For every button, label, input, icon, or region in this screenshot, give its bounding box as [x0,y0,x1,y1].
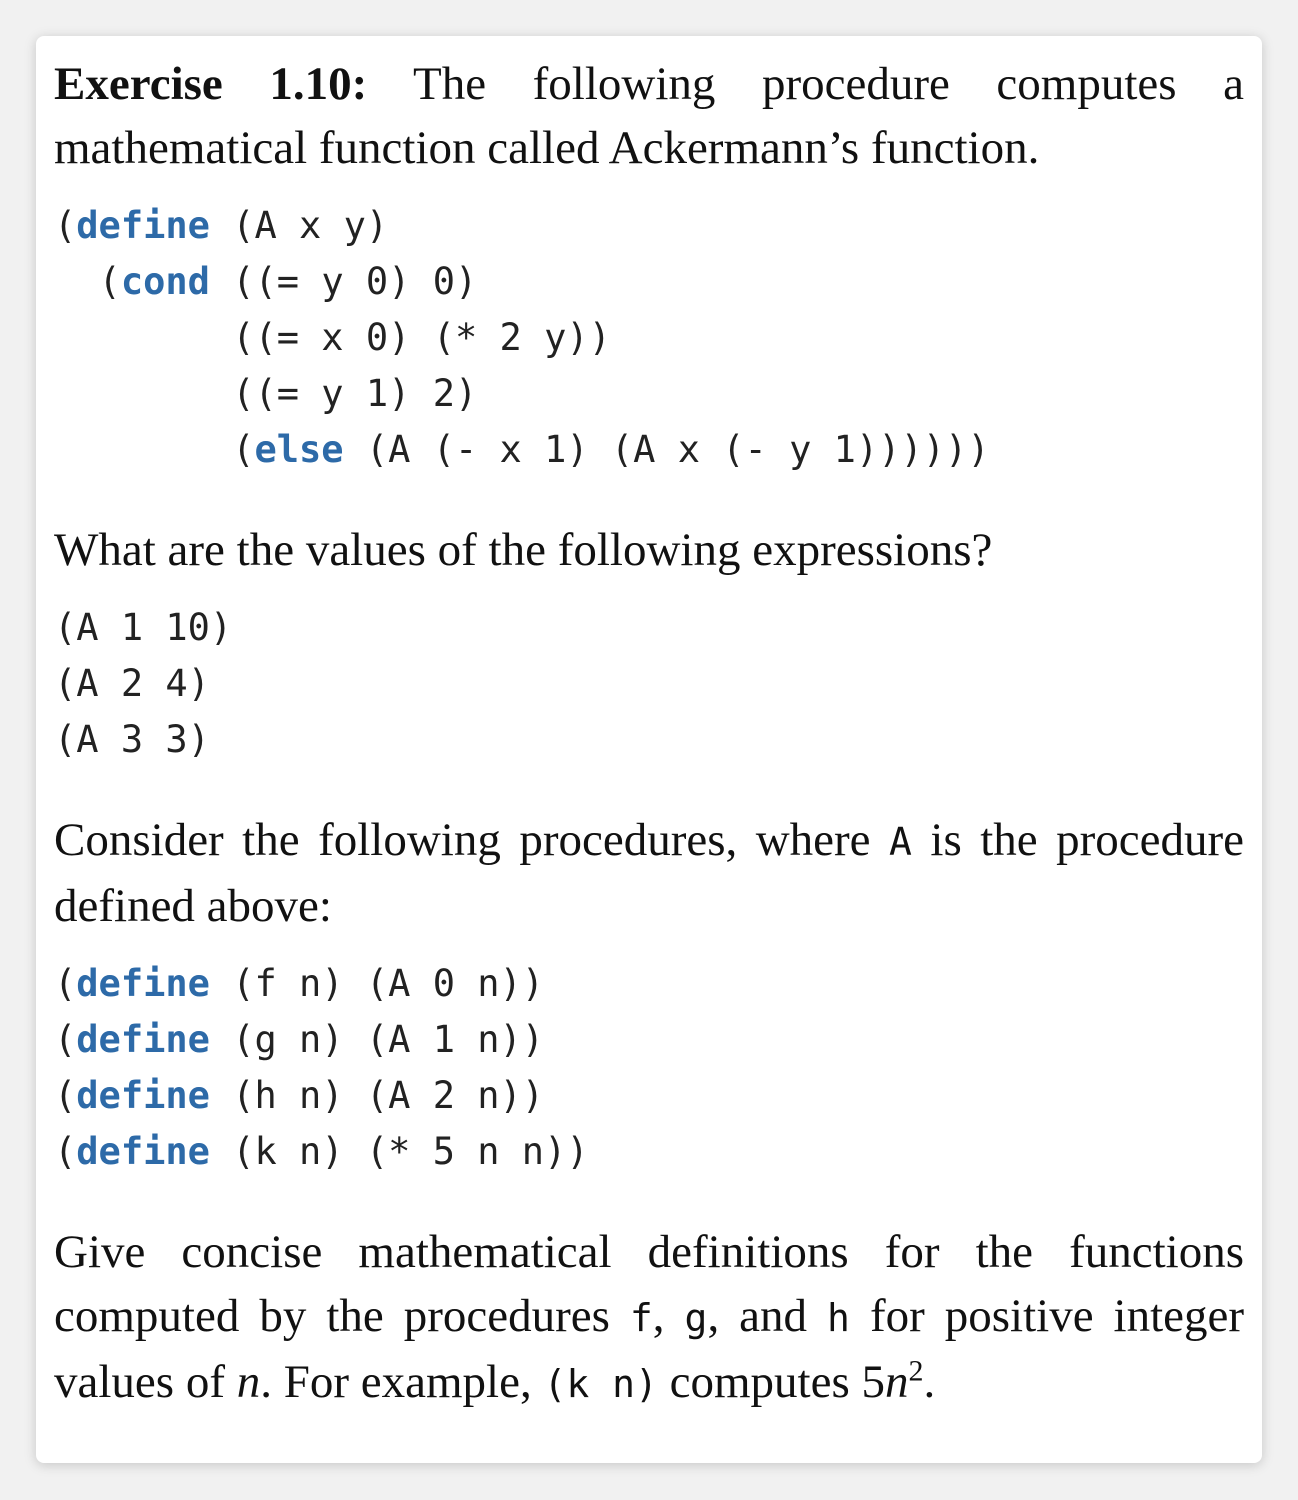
code-keyword: define [76,204,210,247]
code-text: ( [54,1018,77,1061]
inline-code-g: g [684,1296,708,1340]
inline-code-a: A [889,820,912,864]
code-text: ( [54,1130,77,1173]
code-line [54,310,1244,366]
code-keyword: cond [120,260,210,303]
code-text: ( [54,962,77,1005]
code-line [54,422,1244,478]
code-text: ((= x 0) (* 2 y)) [54,316,611,359]
final-comma: , [652,1290,665,1342]
final-text-2: for positive integer values of [54,1290,1245,1408]
final-and: , and [707,1290,808,1342]
expression-line: (A 1 10) [54,606,233,649]
inline-code-kn: (k n) [543,1362,658,1406]
final-text-3: . For example, [260,1356,532,1408]
ackermann-code-block [54,198,1244,478]
consider-paragraph [54,808,1244,938]
code-text: ( [54,260,121,303]
code-text: (A x y) [209,204,389,247]
code-text: (h n) (A 2 n)) [209,1074,545,1117]
code-text: ( [54,1074,77,1117]
final-paragraph [54,1220,1244,1416]
code-keyword: else [254,428,344,471]
exercise-label: Exercise 1.10: [54,58,368,110]
code-text: (g n) (A 1 n)) [209,1018,545,1061]
code-line [54,366,1244,422]
code-line [54,956,1244,1012]
inline-code-h: h [827,1296,850,1340]
code-line [54,254,1244,310]
code-keyword: define [76,1074,210,1117]
code-text: (A (- x 1) (A x (- y 1)))))) [343,428,990,471]
final-text-4: computes 5 [669,1356,886,1408]
code-line [54,198,1244,254]
final-text-1: Give concise mathematical definitions for the functions computed by the procedures [54,1226,1244,1342]
exercise-intro [54,52,1244,180]
code-text: ( [54,428,255,471]
math-n: n [236,1356,261,1408]
final-period: . [923,1356,936,1408]
consider-after: is the procedure defined above: [54,814,1245,932]
question-values: What are the values of the following expressions? [54,524,993,576]
code-text: ( [54,204,77,247]
expressions-code-block [54,600,1244,768]
code-keyword: define [76,1130,210,1173]
code-line [54,1068,1244,1124]
code-line [54,1124,1244,1180]
code-keyword: define [76,1018,210,1061]
code-text: (k n) (* 5 n n)) [209,1130,589,1173]
math-exponent: 2 [908,1354,924,1388]
exercise-card [36,36,1262,1463]
inline-code-f: f [629,1296,653,1340]
code-text: (f n) (A 0 n)) [209,962,545,1005]
code-keyword: define [76,962,210,1005]
expression-line: (A 3 3) [54,718,210,761]
math-n-squared-base: n [885,1356,909,1408]
procedures-code-block [54,956,1244,1180]
code-line [54,1012,1244,1068]
code-text: ((= y 0) 0) [209,260,478,303]
exercise-intro-text: The following procedure computes a mathematical function called Ackermann’s function. [54,58,1244,174]
consider-before: Consider the following procedures, where [54,814,871,866]
code-text: ((= y 1) 2) [54,372,478,415]
expression-line: (A 2 4) [54,662,210,705]
